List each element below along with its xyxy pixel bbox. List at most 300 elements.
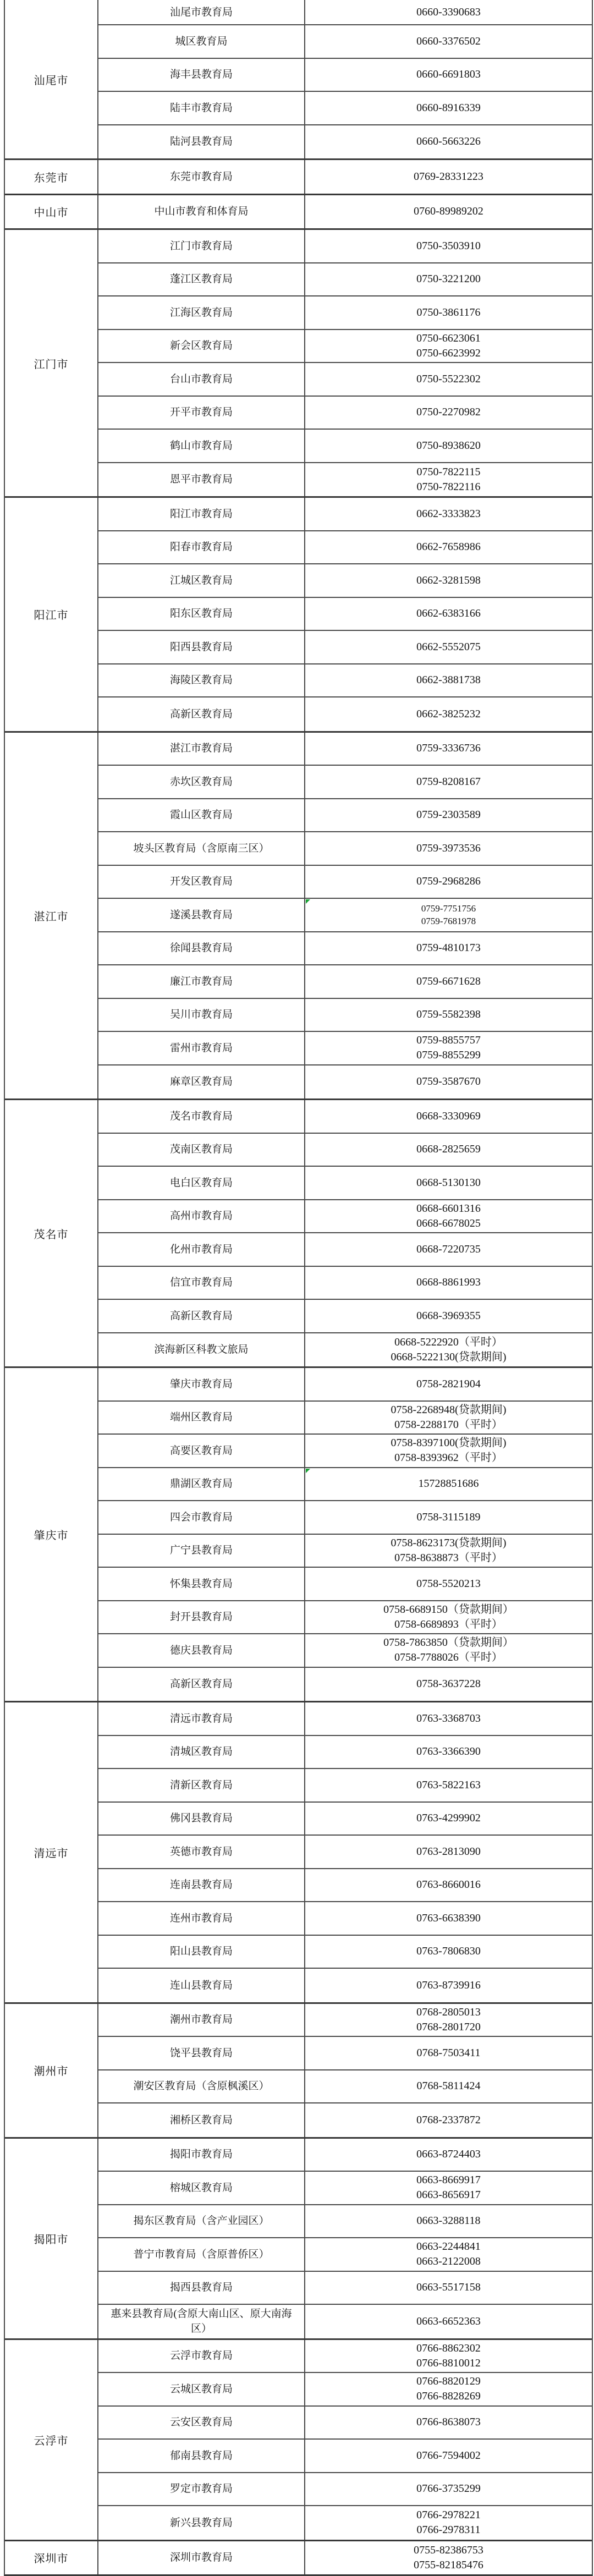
city-section <box>5 733 592 1101</box>
city-cell: 茂名市 <box>5 1100 98 1366</box>
phone-number: 0663-2122008 <box>416 2255 481 2268</box>
table-row <box>98 59 592 92</box>
table-row <box>98 1736 592 1770</box>
table-row <box>98 766 592 799</box>
table-row <box>98 1501 592 1535</box>
bureau-name-cell: 阳江市教育局 <box>98 498 305 530</box>
city-cell: 潮州市 <box>5 2004 98 2137</box>
phone-cell <box>305 2205 592 2238</box>
table-row <box>98 1468 592 1502</box>
bureau-name-cell: 阳春市教育局 <box>98 531 305 564</box>
bureau-name-cell: 徐闻县教育局 <box>98 932 305 965</box>
phone-number: 0663-3288118 <box>416 2215 481 2227</box>
table-row <box>98 2305 592 2338</box>
table-row <box>98 1836 592 1869</box>
bureau-name-cell: 封开县教育局 <box>98 1601 305 1634</box>
phone-cell <box>305 1869 592 1902</box>
phone-number: 0760-89989202 <box>414 205 483 218</box>
phone-cell <box>305 2238 592 2271</box>
section-rows <box>98 2340 592 2540</box>
phone-cell <box>305 598 592 630</box>
phone-cell <box>305 2440 592 2472</box>
phone-number: 0768-2337872 <box>416 2113 481 2126</box>
phone-cell <box>305 1634 592 1667</box>
phone-number: 0758-3115189 <box>416 1511 481 1523</box>
city-section <box>5 0 592 160</box>
bureau-name-cell: 广宁县教育局 <box>98 1535 305 1567</box>
phone-cell <box>305 1568 592 1600</box>
section-rows <box>98 0 592 158</box>
city-cell: 中山市 <box>5 195 98 229</box>
bureau-name-cell: 饶平县教育局 <box>98 2037 305 2069</box>
table-row <box>98 363 592 397</box>
phone-cell <box>305 899 592 931</box>
table-row <box>98 1167 592 1200</box>
phone-cell <box>305 2172 592 2204</box>
city-section <box>5 1368 592 1702</box>
bureau-name-cell: 阳西县教育局 <box>98 631 305 663</box>
table-row <box>98 1100 592 1134</box>
phone-cell <box>305 2037 592 2069</box>
table-row <box>98 2004 592 2037</box>
bureau-name-cell: 高新区教育局 <box>98 1668 305 1701</box>
phone-number: 0759-3336736 <box>416 742 481 755</box>
phone-number: 0759-3587670 <box>416 1075 481 1088</box>
phone-number: 0750-7822115 <box>416 465 481 478</box>
table-row <box>98 1032 592 1065</box>
bureau-name-cell: 揭西县教育局 <box>98 2272 305 2304</box>
table-row <box>98 160 592 194</box>
phone-cell <box>305 92 592 124</box>
table-row <box>98 2541 592 2575</box>
table-row <box>98 498 592 531</box>
table-row <box>98 2506 592 2540</box>
phone-number: 0763-8660016 <box>416 1879 481 1891</box>
city-cell: 清远市 <box>5 1702 98 2002</box>
table-row <box>98 965 592 999</box>
section-rows <box>98 195 592 229</box>
phone-number: 0750-5522302 <box>416 372 481 385</box>
phone-cell <box>305 1134 592 1166</box>
phone-cell <box>305 1468 592 1501</box>
bureau-name-cell: 信宜市教育局 <box>98 1267 305 1299</box>
section-rows <box>98 2541 592 2575</box>
table-row <box>98 1267 592 1300</box>
bureau-name-cell: 鹤山市教育局 <box>98 430 305 462</box>
phone-number: 0750-3861176 <box>416 306 481 318</box>
table-row <box>98 932 592 966</box>
bureau-name-cell: 江城区教育局 <box>98 564 305 597</box>
table-row <box>98 2238 592 2272</box>
phone-cell <box>305 160 592 194</box>
phone-cell <box>305 1601 592 1634</box>
phone-cell <box>305 2139 592 2171</box>
phone-cell <box>305 2103 592 2137</box>
bureau-name-cell: 高要区教育局 <box>98 1435 305 1467</box>
city-cell: 湛江市 <box>5 733 98 1099</box>
table-row <box>98 1601 592 1635</box>
bureau-name-cell: 麻章区教育局 <box>98 1065 305 1099</box>
phone-cell <box>305 999 592 1031</box>
bureau-name-cell: 雷州市教育局 <box>98 1032 305 1064</box>
phone-number: 0755-82386753 <box>414 2544 483 2556</box>
phone-cell <box>305 195 592 229</box>
phone-number: 0758-5520213 <box>416 1577 481 1590</box>
phone-number: 15728851686 <box>418 1478 479 1490</box>
table-row <box>98 1065 592 1099</box>
phone-cell <box>305 1032 592 1064</box>
table-row <box>98 899 592 932</box>
phone-number: 0668-6601316 <box>416 1202 481 1215</box>
bureau-name-cell: 揭东区教育局（含产业园区） <box>98 2205 305 2238</box>
table-row <box>98 664 592 698</box>
phone-number: 0660-5663226 <box>416 135 481 148</box>
bureau-name-cell: 揭阳市教育局 <box>98 2139 305 2171</box>
phone-cell <box>305 2004 592 2036</box>
city-cell: 深圳市 <box>5 2541 98 2575</box>
table-row <box>98 1568 592 1601</box>
phone-number: 0758-8623173(贷款期间) <box>391 1536 507 1549</box>
phone-number: 0660-6691803 <box>416 68 481 81</box>
city-section <box>5 1100 592 1368</box>
phone-number: 0759-7681978 <box>421 916 476 927</box>
table-row <box>98 1969 592 2002</box>
table-row <box>98 631 592 664</box>
phone-number: 0660-8916339 <box>416 101 481 114</box>
phone-number: 0750-3503910 <box>416 239 481 252</box>
phone-number: 0668-7220735 <box>416 1243 481 1255</box>
bureau-name-cell: 坡头区教育局（含原南三区） <box>98 832 305 865</box>
bureau-name-cell: 高新区教育局 <box>98 1300 305 1332</box>
phone-number: 0750-8938620 <box>416 439 481 452</box>
phone-number: 0766-2978311 <box>416 2524 481 2536</box>
phone-cell <box>305 1200 592 1233</box>
phone-cell <box>305 2272 592 2304</box>
bureau-name-cell: 云安区教育局 <box>98 2407 305 2439</box>
phone-cell <box>305 965 592 998</box>
phone-number: 0766-8828269 <box>416 2390 481 2403</box>
phone-number: 0769-28331223 <box>414 170 483 183</box>
bureau-name-cell: 郁南县教育局 <box>98 2440 305 2472</box>
phone-number: 0768-5811424 <box>416 2080 481 2092</box>
table-row <box>98 1634 592 1668</box>
bureau-name-cell: 云浮市教育局 <box>98 2340 305 2372</box>
table-row <box>98 1435 592 1468</box>
phone-cell <box>305 330 592 362</box>
bureau-name-cell: 台山市教育局 <box>98 363 305 396</box>
phone-number: 0759-2303589 <box>416 809 481 821</box>
city-cell: 汕尾市 <box>5 0 98 158</box>
phone-number: 0758-7788026（平时） <box>394 1651 503 1664</box>
bureau-name-cell: 开平市教育局 <box>98 397 305 429</box>
phone-number: 0662-5552075 <box>416 640 481 653</box>
table-row <box>98 733 592 766</box>
phone-cell <box>305 2340 592 2372</box>
bureau-name-cell: 连州市教育局 <box>98 1902 305 1935</box>
phone-cell <box>305 2541 592 2575</box>
table-row <box>98 2407 592 2440</box>
phone-cell <box>305 397 592 429</box>
phone-number: 0662-3881738 <box>416 674 481 686</box>
bureau-name-cell: 潮安区教育局（含原枫溪区） <box>98 2070 305 2103</box>
bureau-name-cell: 蓬江区教育局 <box>98 263 305 296</box>
phone-number: 0766-8820129 <box>416 2375 481 2388</box>
phone-cell <box>305 1435 592 1467</box>
bureau-name-cell: 佛冈县教育局 <box>98 1803 305 1835</box>
table-row <box>98 2070 592 2104</box>
phone-cell <box>305 2305 592 2338</box>
bureau-name-cell: 海丰县教育局 <box>98 59 305 91</box>
phone-number: 0763-3366390 <box>416 1745 481 1758</box>
phone-number: 0663-6652363 <box>416 2315 481 2327</box>
city-section <box>5 2541 592 2575</box>
section-rows <box>98 1100 592 1366</box>
section-rows <box>98 1702 592 2002</box>
section-rows <box>98 2004 592 2137</box>
bureau-name-cell: 普宁市教育局（含原普侨区） <box>98 2238 305 2271</box>
phone-cell <box>305 1702 592 1735</box>
table-row <box>98 1333 592 1367</box>
phone-number: 0759-8208167 <box>416 775 481 788</box>
table-row <box>98 531 592 565</box>
table-row <box>98 866 592 899</box>
phone-number: 0668-8861993 <box>416 1276 481 1289</box>
table-row <box>98 2340 592 2374</box>
phone-cell <box>305 531 592 564</box>
bureau-name-cell: 江海区教育局 <box>98 296 305 329</box>
bureau-name-cell: 东莞市教育局 <box>98 160 305 194</box>
city-section <box>5 160 592 195</box>
phone-number: 0660-3390683 <box>416 6 481 18</box>
phone-cell <box>305 2407 592 2439</box>
bureau-name-cell: 深圳市教育局 <box>98 2541 305 2575</box>
bureau-name-cell: 中山市教育和体育局 <box>98 195 305 229</box>
table-row <box>98 697 592 731</box>
table-row <box>98 1200 592 1234</box>
table-row <box>98 430 592 463</box>
phone-cell <box>305 866 592 898</box>
table-row <box>98 1368 592 1402</box>
bureau-name-cell: 肇庆市教育局 <box>98 1368 305 1400</box>
section-rows <box>98 733 592 1099</box>
table-row <box>98 2440 592 2473</box>
phone-number: 0759-2968286 <box>416 875 481 888</box>
city-section <box>5 1702 592 2004</box>
phone-number: 0668-3330969 <box>416 1110 481 1122</box>
bureau-name-cell: 汕尾市教育局 <box>98 0 305 24</box>
phone-number: 0763-6638390 <box>416 1912 481 1924</box>
table-row <box>98 598 592 631</box>
table-row <box>98 296 592 330</box>
table-row <box>98 1402 592 1435</box>
city-cell: 东莞市 <box>5 160 98 194</box>
phone-number: 0758-2821904 <box>416 1377 481 1390</box>
bureau-name-cell: 江门市教育局 <box>98 230 305 262</box>
bureau-name-cell: 陆河县教育局 <box>98 125 305 159</box>
phone-number: 0668-6678025 <box>416 1217 481 1229</box>
phone-cell <box>305 2506 592 2540</box>
city-section <box>5 2004 592 2139</box>
section-rows <box>98 230 592 496</box>
phone-cell <box>305 564 592 597</box>
phone-number: 0663-2244841 <box>416 2240 481 2253</box>
bureau-name-cell: 新兴县教育局 <box>98 2506 305 2540</box>
city-section <box>5 230 592 498</box>
phone-number: 0662-3333823 <box>416 507 481 520</box>
phone-cell <box>305 0 592 24</box>
table-row <box>98 330 592 364</box>
bureau-name-cell: 茂名市教育局 <box>98 1100 305 1133</box>
phone-cell <box>305 1333 592 1367</box>
table-row <box>98 1300 592 1333</box>
bureau-name-cell: 廉江市教育局 <box>98 965 305 998</box>
phone-number: 0768-2801720 <box>416 2020 481 2033</box>
bureau-name-cell: 滨海新区科教文旅局 <box>98 1333 305 1367</box>
phone-cell <box>305 1065 592 1099</box>
phone-number: 0763-8739916 <box>416 1979 481 1991</box>
phone-number: 0759-7751756 <box>421 903 476 914</box>
phone-cell <box>305 1836 592 1868</box>
phone-number: 0662-3825232 <box>416 707 481 720</box>
bureau-name-cell: 榕城区教育局 <box>98 2172 305 2204</box>
bureau-name-cell: 开发区教育局 <box>98 866 305 898</box>
phone-number: 0758-8393962（平时） <box>394 1452 503 1464</box>
phone-cell <box>305 1736 592 1768</box>
phone-number: 0766-8862302 <box>416 2342 481 2354</box>
phone-cell <box>305 1535 592 1567</box>
city-cell: 肇庆市 <box>5 1368 98 1701</box>
table-row <box>98 1233 592 1267</box>
phone-number: 0662-6383166 <box>416 607 481 620</box>
phone-number: 0758-8397100(贷款期间) <box>391 1437 507 1449</box>
phone-cell <box>305 1769 592 1801</box>
city-cell: 云浮市 <box>5 2340 98 2540</box>
phone-number: 0662-7658986 <box>416 541 481 553</box>
bureau-name-cell: 电白区教育局 <box>98 1167 305 1199</box>
phone-cell <box>305 799 592 832</box>
table-row <box>98 2037 592 2070</box>
bureau-name-cell: 霞山区教育局 <box>98 799 305 832</box>
phone-number: 0663-8656917 <box>416 2189 481 2201</box>
table-row <box>98 1902 592 1936</box>
table-row <box>98 125 592 159</box>
phone-cell <box>305 832 592 865</box>
bureau-name-cell: 潮州市教育局 <box>98 2004 305 2036</box>
phone-number: 0750-6623061 <box>416 332 481 344</box>
table-row <box>98 2172 592 2205</box>
phone-cell <box>305 766 592 798</box>
table-row <box>98 92 592 125</box>
phone-cell <box>305 664 592 697</box>
bureau-name-cell: 清新区教育局 <box>98 1769 305 1801</box>
phone-cell <box>305 1402 592 1434</box>
bureau-name-cell: 清城区教育局 <box>98 1736 305 1768</box>
bureau-name-cell: 阳山县教育局 <box>98 1936 305 1968</box>
phone-cell <box>305 932 592 965</box>
phone-number: 0768-2805013 <box>416 2006 481 2018</box>
phone-cell <box>305 263 592 296</box>
phone-number: 0763-5822163 <box>416 1778 481 1791</box>
phone-cell <box>305 363 592 396</box>
phone-number: 0758-3637228 <box>416 1678 481 1690</box>
phone-number: 0766-7594002 <box>416 2449 481 2462</box>
table-row <box>98 1668 592 1701</box>
table-row <box>98 2473 592 2507</box>
table-row <box>98 2103 592 2137</box>
phone-cell <box>305 697 592 731</box>
table-row <box>98 2373 592 2407</box>
table-row <box>98 2139 592 2172</box>
phone-cell <box>305 430 592 462</box>
phone-cell <box>305 1167 592 1199</box>
phone-number: 0662-3281598 <box>416 574 481 586</box>
phone-number: 0759-8855757 <box>416 1034 481 1047</box>
phone-cell <box>305 1501 592 1534</box>
table-row <box>98 397 592 430</box>
table-row <box>98 195 592 229</box>
table-row <box>98 1869 592 1903</box>
phone-number: 0759-6671628 <box>416 975 481 987</box>
phone-cell <box>305 2373 592 2405</box>
phone-cell <box>305 25 592 58</box>
table-row <box>98 463 592 497</box>
phone-number: 0750-7822116 <box>416 480 481 493</box>
bureau-name-cell: 高新区教育局 <box>98 697 305 731</box>
bureau-name-cell: 清远市教育局 <box>98 1702 305 1735</box>
phone-number: 0758-8638873（平时） <box>394 1551 503 1564</box>
phone-number: 0766-2978221 <box>416 2509 481 2522</box>
phone-number: 0759-8855299 <box>416 1049 481 1062</box>
phone-number: 0755-82185476 <box>414 2558 483 2571</box>
bureau-name-cell: 云城区教育局 <box>98 2373 305 2405</box>
section-rows <box>98 2139 592 2338</box>
phone-number: 0759-5582398 <box>416 1008 481 1021</box>
city-section <box>5 2139 592 2340</box>
phone-cell <box>305 1668 592 1701</box>
bureau-name-cell: 端州区教育局 <box>98 1402 305 1434</box>
phone-cell <box>305 1300 592 1332</box>
education-contact-table <box>4 0 593 2576</box>
phone-number: 0766-8638073 <box>416 2416 481 2429</box>
phone-cell <box>305 2473 592 2506</box>
phone-number: 0758-2288170（平时） <box>394 1418 503 1431</box>
bureau-name-cell: 连山县教育局 <box>98 1969 305 2002</box>
phone-number: 0758-6689150（贷款期间） <box>383 1603 514 1616</box>
comment-marker-icon <box>306 1469 310 1473</box>
phone-number: 0668-5130130 <box>416 1176 481 1189</box>
phone-cell <box>305 1233 592 1266</box>
phone-cell <box>305 631 592 663</box>
comment-marker-icon <box>306 899 310 904</box>
table-row <box>98 230 592 263</box>
city-section <box>5 498 592 733</box>
phone-number: 0668-2825659 <box>416 1143 481 1156</box>
table-row <box>98 799 592 833</box>
city-cell: 阳江市 <box>5 498 98 731</box>
table-row <box>98 999 592 1032</box>
bureau-name-cell: 吴川市教育局 <box>98 999 305 1031</box>
phone-number: 0758-7863850（贷款期间） <box>383 1636 514 1649</box>
bureau-name-cell: 连南县教育局 <box>98 1869 305 1902</box>
bureau-name-cell: 四会市教育局 <box>98 1501 305 1534</box>
table-row <box>98 2205 592 2239</box>
phone-number: 0758-2268948(贷款期间) <box>391 1403 507 1416</box>
phone-number: 0768-7503411 <box>416 2046 481 2059</box>
bureau-name-cell: 恩平市教育局 <box>98 463 305 497</box>
phone-number: 0660-3376502 <box>416 35 481 47</box>
phone-cell <box>305 2070 592 2103</box>
phone-number: 0750-3221200 <box>416 273 481 285</box>
